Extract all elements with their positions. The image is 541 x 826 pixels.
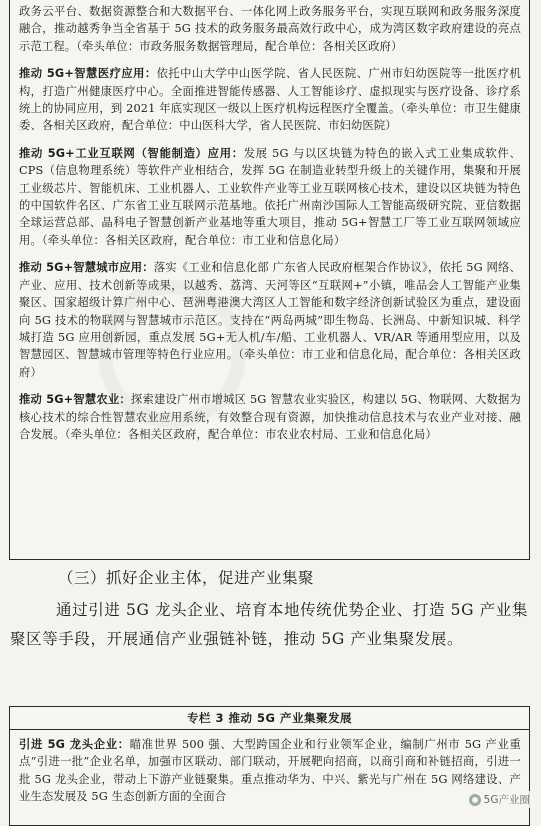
paragraph-text: 探索建设广州市增城区 5G 智慧农业实验区，构建以 5G、物联网、大数据为核心技术的综合性智慧农业应用系统，有效整合现有资源，加快推动信息技术与农业产业对接、融合发展。（牵头单位：各相关区政府，配合单位：市农业农村局、工业和信息化局） <box>19 393 521 441</box>
paragraph-smart-city <box>19 259 521 381</box>
text-box-column3 <box>9 706 530 826</box>
paragraph-smart-medical <box>19 65 521 135</box>
wechat-logo-icon <box>469 794 481 806</box>
section-body: 通过引进 5G 龙头企业、培育本地传统优势企业、打造 5G 产业集聚区等手段，开展通信产业强链补链，推动 5G 产业集聚发展。 <box>10 601 528 648</box>
paragraph-e-government <box>19 3 521 55</box>
column-title: 专栏 3 推动 5G 产业集聚发展 <box>10 707 529 730</box>
paragraph-text: 发展 5G 与以区块链为特色的嵌入式工业集成软件、CPS（信息物理系统）等软件产业相结合，发挥 5G 在制造业转型升级上的关键作用，集聚和开展工业级芯片、智能机床、工业机器人、工业软件产业等工业互联网核心技术，建设以区块链为特色的中国软件名区、广东省工业互联网示范基地。依托广州南沙国际人工智能高级研究院、亚信数据全球运营总部、晶科电子智慧创新产业基地等重大项目，推动 5G+智慧工厂等工业互联网领域应用。（牵头单位：各相关区政府，配合单位：市工业和信息化局） <box>19 146 521 247</box>
paragraph-text: 政务云平台、数据资源整合和大数据平台、一体化网上政务服务平台，实现互联网和政务服务深度融合，推动越秀争当全省基于 5G 技术的政务服务最高效行政中心，成为湾区数字政府建设的亮点示范工程。（牵头单位：市政务服务数据管理局，配合单位：各相关区政府） <box>19 5 521 53</box>
paragraph-industrial-internet <box>19 145 521 249</box>
paragraph-text: 瞄准世界 500 强、大型跨国企业和行业领军企业，编制广州市 5G 产业重点“引进一批”企业名单，加强市区联动、部门联动，开展靶向招商，以商引商和补链招商，引进一批 5G 龙头企业，带动上下游产业链聚集。重点推动华为、中兴、紫光与广州在 5G 网络建设、产业生态发展及 5G 生态创新方面的全面合 <box>19 738 521 804</box>
paragraph-smart-agriculture <box>19 391 521 443</box>
paragraph-lead: 推动 5G+智慧农业： <box>19 393 131 407</box>
paragraph-lead: 推动 5G+工业互联网（智能制造）应用： <box>19 146 244 160</box>
paragraph-lead: 推动 5G+智慧城市应用： <box>19 261 154 275</box>
paragraph-text: 依托中山大学中山医学院、省人民医院、广州市妇幼医院等一批医疗机构，打造广州健康医疗中心。全面推进智能传感器、人工智能诊疗、虚拟现实与医疗设备、诊疗系统上的协同应用，到 2021 年底实现区一级以上医疗机构远程医疗全覆盖。（牵头单位：市卫生健康委、各相关区政府，配合单位：中山医科大学，省人民医院、市妇幼医院） <box>19 67 521 133</box>
paragraph-leading-enterprises <box>10 730 529 806</box>
paragraph-text: 落实《工业和信息化部 广东省人民政府框架合作协议》，依托 5G 网络、产业、应用、技术创新等成果，以越秀、荔湾、天河等区“互联网+”小镇，唯品会人工智能产业集聚区、国家超级计算广州中心、琶洲粤港澳大湾区人工智能和数字经济创新试验区为重点，建设面向 5G 技术的物联网与智慧城市示范区。支持在“两岛两城”即生物岛、长洲岛、中新知识城、科学城打造 5G 应用创新园，重点发展 5G+无人机/车/船、工业机器人、VR/AR 等通用型应用，以及智慧园区、智慧城市管理等特色行业应用。（牵头单位：市工业和信息化局，配合单位：各相关区政府） <box>19 261 522 379</box>
section-heading: （三）抓好企业主体，促进产业集聚 <box>58 569 315 587</box>
watermark-label <box>466 791 533 808</box>
watermark-text: 5G产业圈 <box>483 794 530 806</box>
text-box-applications <box>9 0 530 560</box>
paragraph-lead: 引进 5G 龙头企业： <box>19 738 130 751</box>
paragraph-lead: 推动 5G+智慧医疗应用： <box>19 67 157 81</box>
